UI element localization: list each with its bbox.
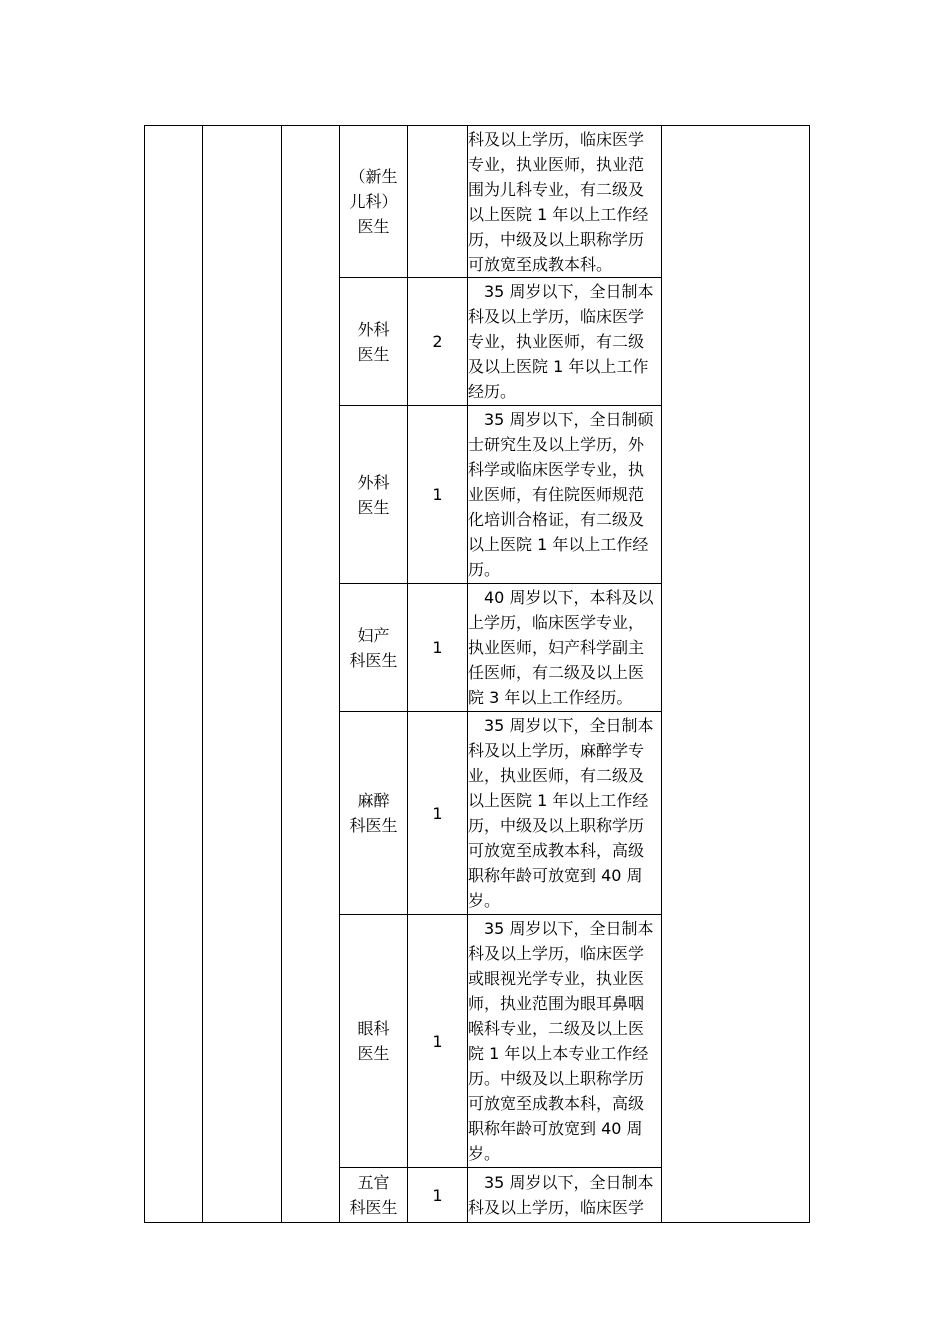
requirement-line: 岁。	[468, 891, 501, 910]
position-line: （新生	[349, 167, 398, 186]
position-cell	[340, 1168, 408, 1223]
requirement-line: 35 周岁以下，全日制本	[484, 919, 654, 938]
requirement-line: 可放宽至成教本科，高级	[468, 841, 645, 860]
requirement-line: 任医师，有二级及以上医	[468, 663, 645, 682]
requirement-line: 历，中级及以上职称学历	[468, 816, 645, 835]
requirement-line: 以上医院 1 年以上工作经	[468, 791, 649, 810]
requirement-cell	[468, 278, 662, 406]
count-cell: 1	[408, 915, 468, 1168]
col-category-cell	[282, 126, 340, 1223]
requirement-line: 喉科专业，二级及以上医	[468, 1019, 645, 1038]
position-line: 医生	[357, 497, 390, 517]
requirement-cell	[468, 915, 662, 1168]
count-cell	[408, 126, 468, 278]
position-line: 外科	[357, 319, 390, 339]
requirement-line: 历。中级及以上职称学历	[468, 1069, 645, 1088]
requirement-line: 师，执业范围为眼耳鼻咽	[468, 994, 645, 1013]
requirement-line: 科及以上学历，临床医学	[468, 944, 645, 963]
requirement-line: 科及以上学历，麻醉学专	[468, 741, 645, 760]
position-line: 眼科	[357, 1019, 390, 1038]
requirement-cell	[468, 584, 662, 712]
position-line: 科医生	[349, 816, 398, 835]
requirement-line: 历。	[468, 560, 501, 579]
col-remarks-cell	[662, 126, 810, 1223]
count-cell: 1	[408, 406, 468, 584]
table-row	[145, 126, 810, 278]
col-department-cell	[203, 126, 282, 1223]
requirement-line: 以上医院 1 年以上工作经	[468, 204, 649, 224]
requirement-line: 科及以上学历，临床医学	[468, 1198, 645, 1217]
requirement-line: 专业，执业医师，有二级	[468, 332, 645, 351]
col-unit-cell	[145, 126, 203, 1223]
position-line: 医生	[357, 1044, 390, 1063]
requirement-cell	[468, 1168, 662, 1223]
requirement-line: 及以上医院 1 年以上工作	[468, 357, 649, 376]
requirement-line: 或眼视光学专业，执业医	[468, 969, 645, 988]
requirement-line: 科及以上学历，临床医学	[468, 307, 645, 326]
requirement-cell	[468, 712, 662, 915]
position-line: 医生	[357, 344, 390, 364]
requirement-line: 业，执业医师，有二级及	[468, 766, 645, 785]
requirement-line: 职称年龄可放宽到 40 周	[468, 1119, 643, 1138]
position-line: 五官	[357, 1173, 390, 1192]
requirement-line: 执业医师，妇产科学副主	[468, 638, 645, 657]
requirement-line: 科学或临床医学专业，执	[468, 460, 645, 479]
requirement-line: 35 周岁以下，全日制硕	[484, 410, 654, 429]
requirement-line: 岁。	[468, 1144, 501, 1163]
requirement-line: 可放宽至成教本科，高级	[468, 1094, 645, 1113]
position-line: 科医生	[349, 1198, 398, 1217]
recruitment-table	[144, 125, 810, 1223]
requirement-line: 以上医院 1 年以上工作经	[468, 535, 649, 554]
requirement-line: 经历。	[468, 382, 517, 401]
position-line: 麻醉	[357, 791, 390, 810]
requirement-line: 院 3 年以上工作经历。	[468, 688, 633, 707]
requirement-line: 化培训合格证，有二级及	[468, 510, 645, 529]
requirement-line: 院 1 年以上本专业工作经	[468, 1044, 649, 1063]
requirement-line: 围为儿科专业，有二级及	[468, 179, 645, 199]
requirement-line: 专业，执业医师，执业范	[468, 154, 645, 174]
count-cell: 1	[408, 712, 468, 915]
requirement-line: 35 周岁以下，全日制本	[484, 716, 654, 735]
requirement-cell	[468, 406, 662, 584]
requirement-line: 历，中级及以上职称学历	[468, 229, 645, 249]
count-cell: 2	[408, 278, 468, 406]
requirement-line: 士研究生及以上学历，外	[468, 435, 645, 454]
position-line: 儿科）	[349, 192, 398, 211]
position-line: 妇产	[357, 625, 390, 645]
position-cell	[340, 712, 408, 915]
requirement-line: 科及以上学历，临床医学	[468, 129, 645, 149]
position-cell	[340, 406, 408, 584]
requirement-cell	[468, 126, 662, 278]
position-cell	[340, 584, 408, 712]
count-cell: 1	[408, 584, 468, 712]
position-line: 科医生	[349, 650, 398, 670]
position-line: 医生	[357, 217, 390, 236]
position-line: 外科	[357, 472, 390, 492]
requirement-line: 35 周岁以下，全日制本	[484, 1173, 654, 1192]
position-cell	[340, 915, 408, 1168]
requirement-line: 可放宽至成教本科。	[468, 254, 613, 274]
position-cell	[340, 278, 408, 406]
requirement-line: 职称年龄可放宽到 40 周	[468, 866, 643, 885]
requirement-line: 上学历，临床医学专业，	[468, 613, 645, 632]
requirement-line: 业医师，有住院医师规范	[468, 485, 645, 504]
requirement-line: 35 周岁以下，全日制本	[484, 282, 654, 301]
requirement-line: 40 周岁以下，本科及以	[484, 588, 654, 607]
count-cell: 1	[408, 1168, 468, 1223]
position-cell	[340, 126, 408, 278]
